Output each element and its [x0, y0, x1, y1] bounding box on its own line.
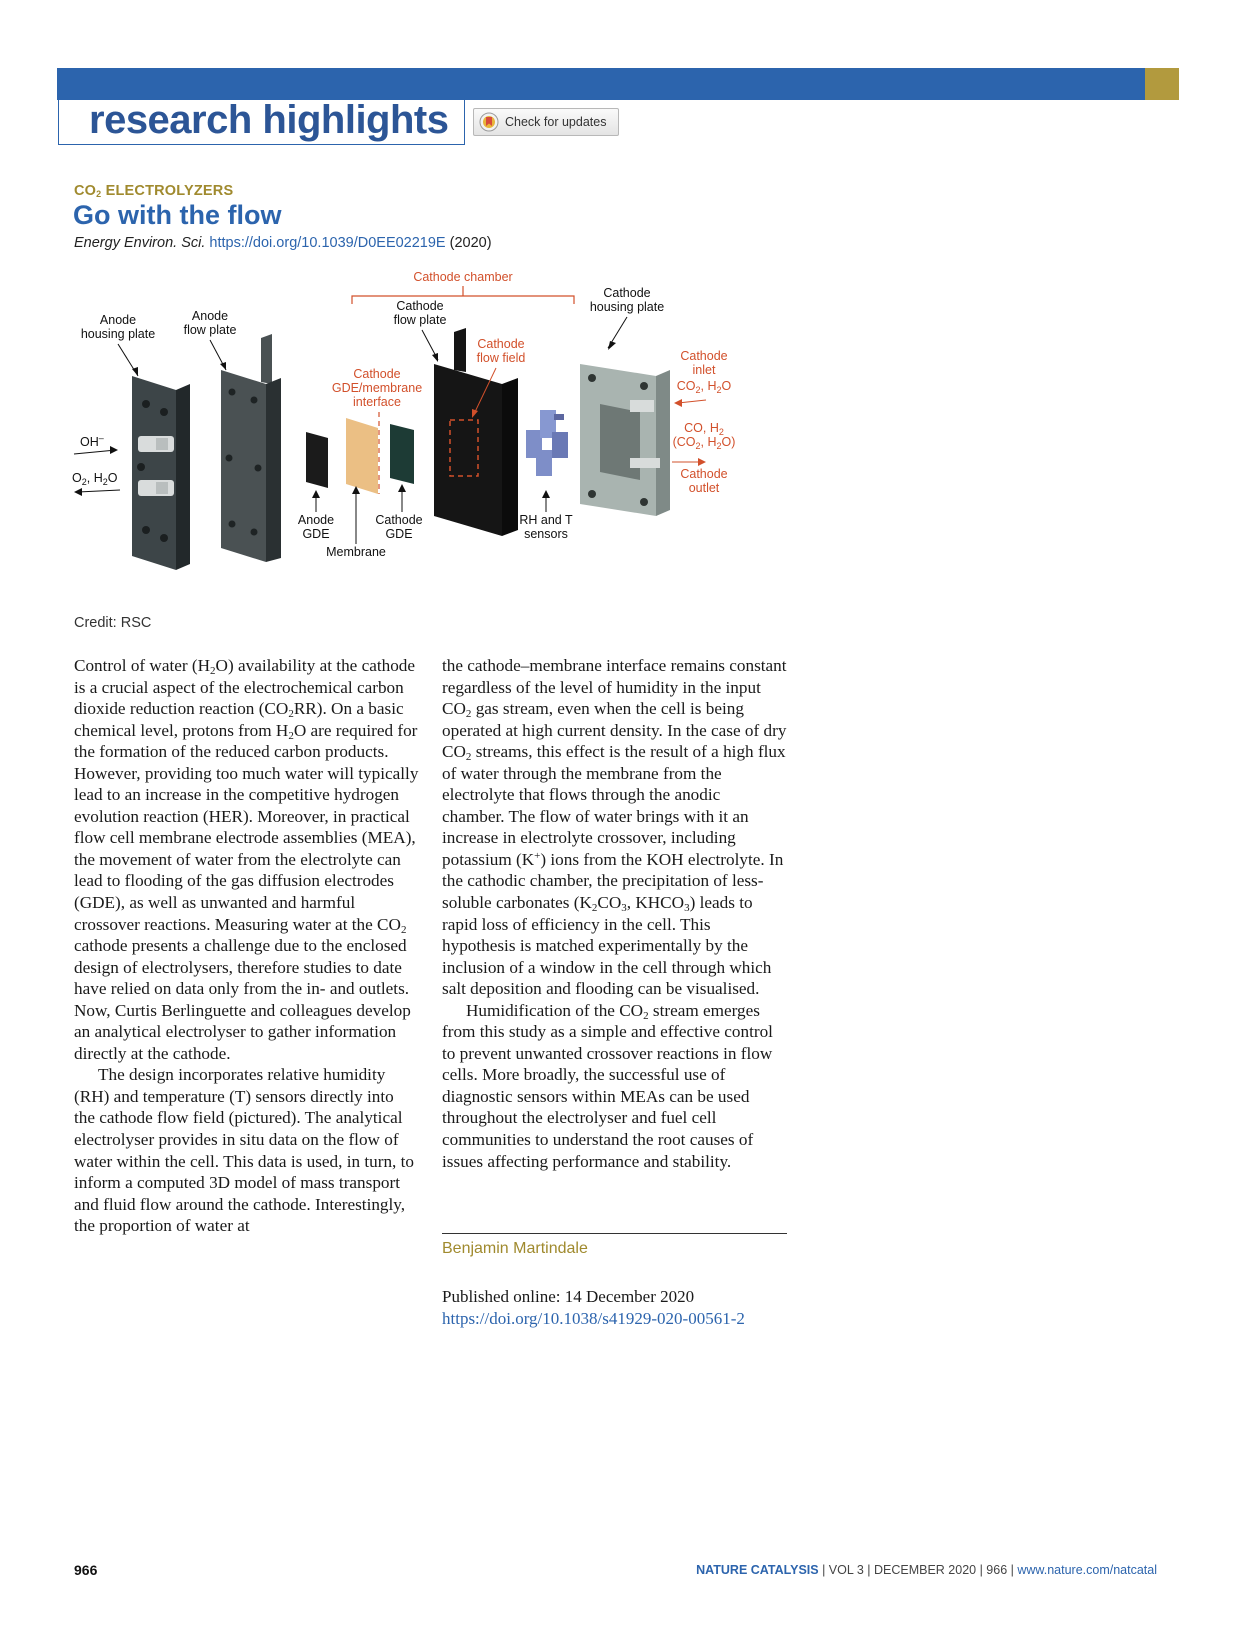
check-for-updates-button[interactable]: [473, 108, 619, 136]
cathode-housing-plate: [580, 364, 670, 516]
svg-text:Cathode: Cathode: [477, 337, 525, 351]
anode-flow-plate: [221, 334, 281, 562]
svg-text:O2, H2O: $O_2$, $H_2O$: [72, 471, 118, 487]
check-updates-label: Check for updates: [505, 115, 607, 129]
body-paragraph: The design incorporates relative humidity (RH) and temperature (T) sensors directly into the cathode flow field (pictured). The analytical electrolyser provides in situ data on the flow of water within the cell. This data is used, in turn, to inform a computed 3D model of mass transport and fluid flow around the cathode. Interestingly, the proportion of water at: [74, 1065, 415, 1236]
page-number: 966: [74, 1562, 98, 1578]
svg-text:CO2, H2O: $CO_2$, $H_2O$: [676, 379, 732, 395]
author-divider: [442, 1233, 787, 1234]
body-column-left: [74, 655, 419, 1237]
footer-url[interactable]: www.nature.com/natcatal: [1017, 1563, 1157, 1577]
footer-issue: | VOL 3 | DECEMBER 2020 | 966 |: [818, 1563, 1018, 1577]
header-accent: [1145, 68, 1179, 100]
published-date: Published online: 14 December 2020: [442, 1287, 695, 1306]
header-bar: [57, 68, 1145, 100]
svg-text:housing plate: housing plate: [80, 327, 156, 341]
publication-info: [442, 1286, 745, 1329]
section-title: research highlights: [89, 98, 449, 142]
svg-text:(CO2, H2O): ($CO_2$, $H_2O$): [672, 435, 736, 451]
svg-text:GDE/membrane: GDE/membrane: [331, 381, 423, 395]
anode-housing-plate: [132, 376, 190, 570]
svg-text:Anode: Anode: [99, 313, 137, 327]
body-column-right: [442, 655, 787, 1172]
anode-gde: [306, 432, 328, 488]
body-paragraph: Humidification of the $CO_2$ stream emerges from this study as a simple and effective control to prevent unwanted crossover reactions in flow cells. More broadly, the successful use of diagnostic sensors within MEAs can be used throughout the electrolyser and fuel cell communities to understand the root causes of issues affecting performance and stability.: [442, 1000, 773, 1171]
svg-text:RH and T: RH and T: [519, 513, 573, 527]
svg-text:GDE: GDE: [385, 527, 413, 541]
svg-text:Cathode: Cathode: [375, 513, 423, 527]
check-updates-icon: [479, 112, 499, 132]
author-name: Benjamin Martindale: [442, 1240, 588, 1257]
svg-text:Cathode: Cathode: [353, 367, 401, 381]
reference-year: (2020): [449, 235, 492, 251]
body-paragraph: Control of water $(H_2O)$ availability at the cathode is a crucial aspect of the electrochemical carbon dioxide reduction reaction $(CO_2RR)$. On a basic chemical level, protons from $H_2O$ are required for the formation of the reduced carbon products. However, providing too much water will typically lead to an increase in the competitive hydrogen evolution reaction (HER). Moreover, in practical flow cell membrane electrode assemblies (MEA), the movement of water from the electrolyte can lead to flooding of the gas diffusion electrodes (GDE), as well as unwanted and harmful crossover reactions. Measuring water at the $CO_2$ cathode presents a challenge due to the enclosed design of electrolysers, therefore studies to date have relied on data only from the in- and outlets. Now, Curtis Berlinguette and colleagues develop an analytical electrolyser to gather information directly at the cathode.: [74, 656, 419, 1063]
svg-text:Anode: Anode: [191, 309, 229, 323]
svg-text:GDE: GDE: [302, 527, 330, 541]
svg-text:sensors: sensors: [524, 527, 568, 541]
article-title: Go with the flow: [73, 200, 282, 230]
svg-text:Anode: Anode: [297, 513, 335, 527]
rh-t-sensors: [526, 410, 568, 476]
svg-text:flow plate: flow plate: [183, 323, 237, 337]
svg-text:inlet: inlet: [692, 363, 716, 377]
chamber-bracket: [352, 286, 574, 304]
article-reference: [74, 235, 492, 251]
svg-text:Membrane: Membrane: [326, 545, 386, 559]
svg-text:flow field: flow field: [476, 351, 526, 365]
footer-citation: [696, 1563, 1157, 1577]
svg-text:housing plate: housing plate: [589, 300, 665, 314]
svg-text:Cathode: Cathode: [680, 467, 728, 481]
svg-text:Cathode: Cathode: [603, 286, 651, 300]
svg-text:Cathode: Cathode: [396, 299, 444, 313]
electrolyser-figure: [66, 272, 786, 592]
svg-text:OH–: OH–: [80, 433, 104, 449]
cathode-gde: [390, 424, 414, 484]
svg-text:interface: interface: [353, 395, 401, 409]
reference-journal: Energy Environ. Sci.: [74, 235, 206, 251]
article-kicker: $CO_2$ ELECTROLYZERS: [74, 183, 234, 199]
reference-doi-link[interactable]: https://doi.org/10.1039/D0EE02219E: [209, 235, 446, 251]
footer-journal: NATURE CATALYSIS: [696, 1563, 819, 1577]
figure-credit: Credit: RSC: [74, 615, 152, 631]
label-cathode-chamber: Cathode chamber: [413, 272, 513, 284]
svg-text:flow plate: flow plate: [393, 313, 447, 327]
svg-text:outlet: outlet: [688, 481, 720, 495]
article-doi-link[interactable]: https://doi.org/10.1038/s41929-020-00561-2: [442, 1308, 745, 1328]
body-paragraph: the cathode–membrane interface remains constant regardless of the level of humidity in the input $CO_2$ gas stream, even when the cell is being operated at high current density. In the case of dry $CO_2$ streams, this effect is the result of a high flux of water through the membrane from the electrolyte that flows through the anodic chamber. The flow of water brings with it an increase in electrolyte crossover, including potassium (K+) ions from the KOH electrolyte. In the cathodic chamber, the precipitation of less-soluble carbonates ($K_2CO_3$, $KHCO_3$) leads to rapid loss of efficiency in the cell. This hypothesis is matched experimentally by the inclusion of a window in the cell through which salt deposition and flooding can be visualised.: [442, 656, 787, 999]
section-label-box: [58, 100, 465, 145]
svg-text:CO, H2: CO, $H_2$: [684, 421, 724, 437]
svg-text:Cathode: Cathode: [680, 349, 728, 363]
membrane: [346, 418, 378, 494]
